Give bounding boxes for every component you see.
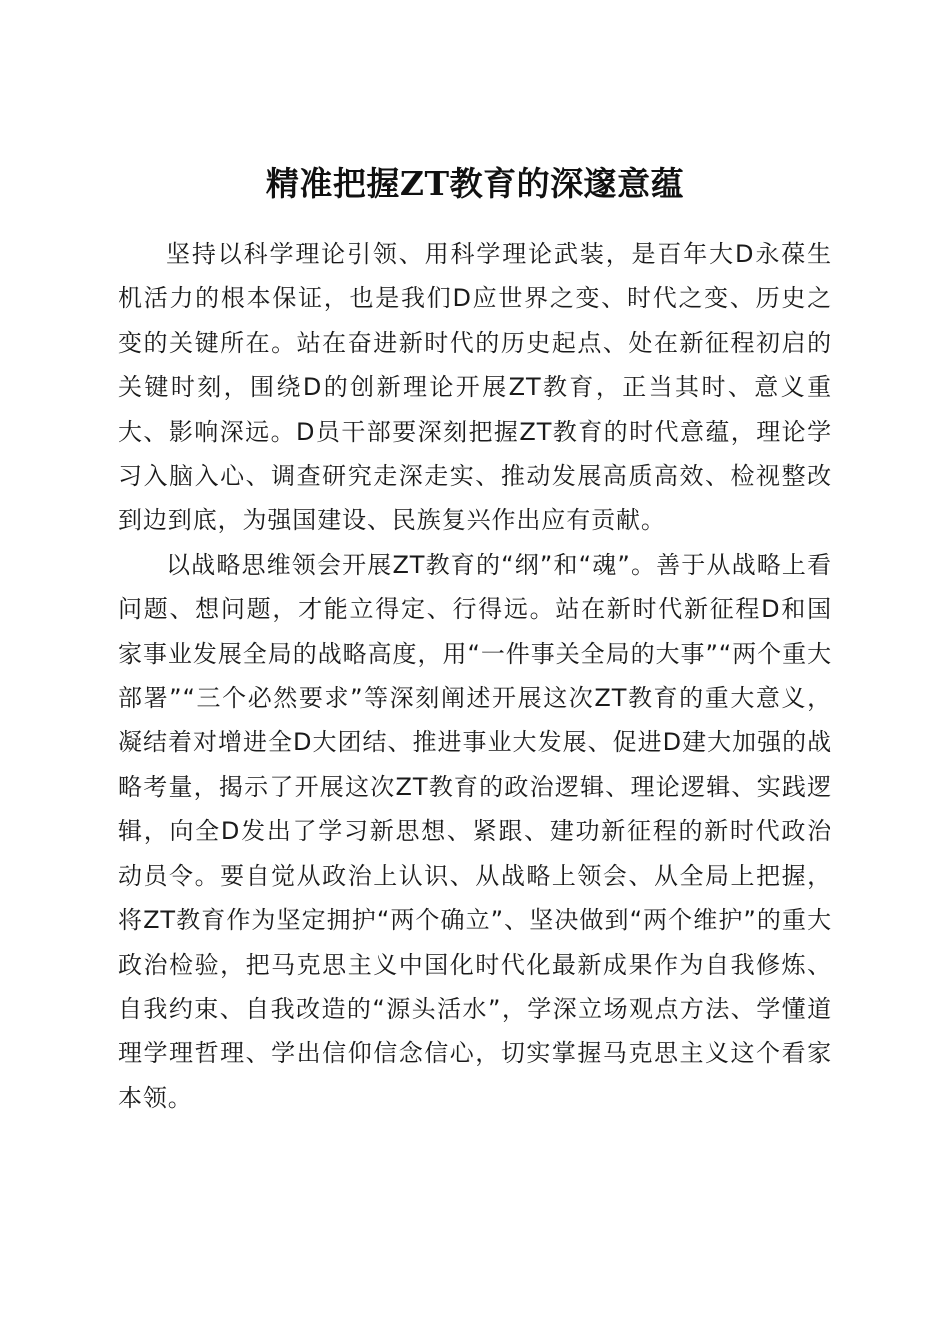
document-body (118, 232, 832, 1120)
document-title: 精准把握ZT教育的深邃意蕴 (265, 164, 685, 204)
paragraph-2: 以战略思维领会开展ZT教育的“纲”和“魂”。善于从战略上看问题、想问题，才能立得定、行得远。站在新时代新征程D和国家事业发展全局的战略高度，用“一件事关全局的大事”“两个重大部署”“三个必然要求”等深刻阐述开展这次ZT教育的重大意义，凝结着对增进全D大团结、推进事业大发展、促进D建大加强的战略考量，揭示了开展这次ZT教育的政治逻辑、理论逻辑、实践逻辑，向全D发出了学习新思想、紧跟、建功新征程的新时代政治动员令。要自觉从政治上认识、从战略上领会、从全局上把握，将ZT教育作为坚定拥护“两个确立”、坚决做到“两个维护”的重大政治检验，把马克思主义中国化时代化最新成果作为自我修炼、自我约束、自我改造的“源头活水”，学深立场观点方法、学懂道理学理哲理、学出信仰信念信心，切实掌握马克思主义这个看家本领。 (118, 550, 832, 1112)
paragraph-1: 坚持以科学理论引领、用科学理论武装，是百年大D永葆生机活力的根本保证，也是我们D应世界之变、时代之变、历史之变的关键所在。站在奋进新时代的历史起点、处在新征程初启的关键时刻，围绕D的创新理论开展ZT教育，正当其时、意义重大、影响深远。D员干部要深刻把握ZT教育的时代意蕴，理论学习入脑入心、调查研究走深走实、推动发展高质高效、检视整改到边到底，为强国建设、民族复兴作出应有贡献。 (118, 240, 832, 535)
